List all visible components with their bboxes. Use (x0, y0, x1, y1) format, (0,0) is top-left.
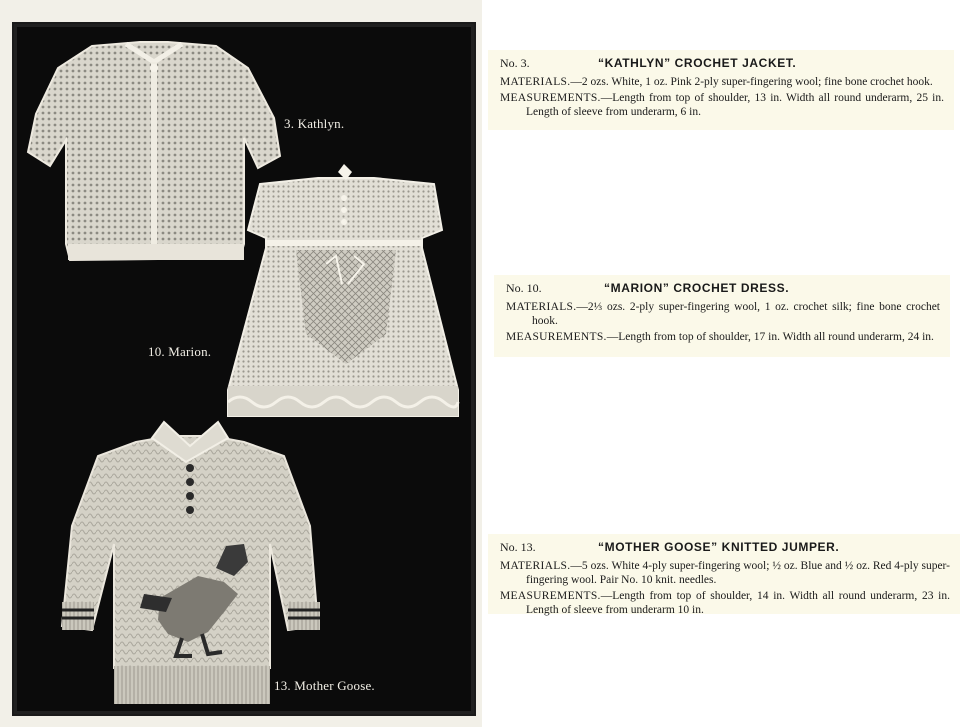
measurements-label: MEASUREMENTS. (500, 92, 601, 104)
caption-kathlyn: 3. Kathlyn. (284, 116, 345, 131)
pattern-title: “MOTHER GOOSE” KNITTED JUMPER. (598, 540, 840, 554)
measurements-text: —Length from top of shoulder, 14 in. Width all round underarm, 23 in. Length of sleeve from underarm 10 in. (526, 590, 950, 616)
materials-paragraph (506, 300, 940, 328)
pattern-heading (506, 281, 940, 296)
materials-paragraph (500, 559, 950, 587)
measurements-paragraph (500, 91, 944, 119)
pattern-block-mother-goose (488, 534, 960, 614)
pattern-heading (500, 56, 944, 71)
pattern-title: “KATHLYN” CROCHET JACKET. (598, 56, 797, 70)
pattern-number: No. 3. (500, 56, 530, 70)
measurements-paragraph (506, 330, 940, 344)
measurements-label: MEASUREMENTS. (500, 590, 601, 602)
measurements-text: —Length from top of shoulder, 17 in. Width all round underarm, 24 in. (606, 331, 934, 343)
measurements-label: MEASUREMENTS. (506, 331, 607, 343)
caption-mother-goose: 13. Mother Goose. (274, 678, 375, 693)
marion-dress-image (226, 164, 466, 422)
pattern-number: No. 10. (506, 281, 542, 295)
materials-paragraph (500, 75, 944, 89)
pattern-number: No. 13. (500, 540, 536, 554)
pattern-block-marion (494, 275, 950, 357)
caption-marion: 10. Marion. (148, 344, 212, 359)
materials-label: MATERIALS. (506, 301, 577, 313)
photo-plate (12, 22, 476, 716)
measurements-text: —Length from top of shoulder, 13 in. Width all round underarm, 25 in. Length of sleeve from underarm, 6 in. (526, 92, 944, 118)
materials-text: —2⅓ ozs. 2-ply super-fingering wool, 1 oz. crochet silk; fine bone crochet hook. (532, 301, 940, 327)
pattern-heading (500, 540, 950, 555)
materials-label: MATERIALS. (500, 76, 571, 88)
pattern-title: “MARION” CROCHET DRESS. (604, 281, 790, 295)
measurements-paragraph (500, 589, 950, 617)
materials-text: —2 ozs. White, 1 oz. Pink 2-ply super-fingering wool; fine bone crochet hook. (570, 76, 933, 88)
pattern-block-kathlyn (488, 50, 954, 130)
materials-text: —5 ozs. White 4-ply super-fingering wool; ½ oz. Blue and ½ oz. Red 4-ply super-fingering wool. Pair No. 10 knit. needles. (526, 560, 950, 586)
materials-label: MATERIALS. (500, 560, 571, 572)
mother-goose-jumper-image (48, 416, 328, 708)
